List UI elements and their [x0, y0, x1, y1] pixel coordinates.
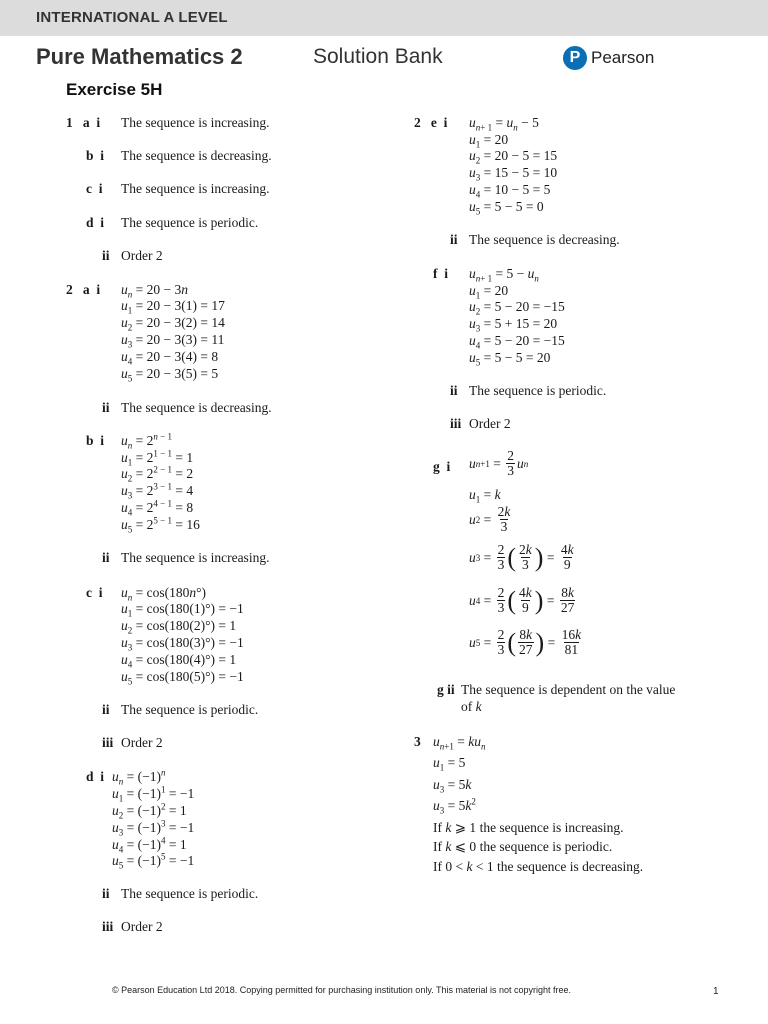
math-line: $u_1 = 20$: [469, 132, 509, 150]
math-line: $u_3 = 2^{3 - 1} = 4$: [121, 481, 194, 501]
math-line: $u_4 = \cos(180(4)^\circ) = 1$: [121, 652, 237, 670]
answer-text: The sequence is decreasing.: [121, 400, 272, 415]
part-label: f i: [433, 266, 448, 281]
math-line: $u_1 = 5$: [433, 755, 466, 773]
math-line: $u_5 = (-1)^5 = -1$: [112, 851, 195, 871]
math-line: $u_2 = 5 - 20 = -15$: [469, 299, 565, 317]
answer-text: The sequence is increasing.: [121, 550, 270, 565]
math-line: $u_2 = 2^{2 - 1} = 2$: [121, 464, 194, 484]
part-label: iii: [102, 735, 114, 750]
math-line: $u_4 = 20 - 3(4) = 8$: [121, 349, 219, 367]
pearson-logo: [563, 45, 654, 71]
part-label: ii: [102, 550, 110, 565]
math-line: $u_4 = 5 - 20 = -15$: [469, 333, 565, 351]
part-label: ii: [102, 248, 110, 263]
question-label: 2 a i: [66, 282, 101, 297]
part-label: iii: [102, 919, 114, 934]
math-line: $u_4 = 10 - 5 = 5$: [469, 182, 551, 200]
math-line: $u_1 = k$: [469, 487, 501, 505]
answer-text: Order 2: [469, 416, 511, 431]
part-label: ii: [450, 383, 458, 398]
answer-text: Order 2: [121, 248, 163, 263]
part-label: ii: [102, 702, 110, 717]
answer-text: If 0 < k < 1 the sequence is decreasing.: [433, 859, 644, 874]
question-label: 3: [414, 734, 421, 749]
math-fraction-line: u 4 = 2 3 ( 4k 9 ) = 8k 27: [469, 585, 575, 615]
part-label: ii: [102, 886, 110, 901]
pearson-wordmark: Pearson: [591, 48, 655, 67]
page-number: 1: [713, 986, 719, 997]
question-label: 1 a i: [66, 115, 101, 130]
math-line: $u_1 = 20$: [469, 283, 509, 301]
part-label: b i: [86, 148, 105, 163]
book-title: Pure Mathematics 2: [36, 44, 243, 69]
part-label: d i: [86, 769, 105, 784]
math-line: $u_5 = 2^{5 - 1} = 16$: [121, 515, 200, 535]
math-line: $u_1 = 2^{1 - 1} = 1$: [121, 448, 194, 468]
math-line: $u_n = 20 - 3n$: [121, 282, 188, 300]
part-label: g i: [433, 459, 451, 474]
math-line: $u_5 = \cos(180(5)^\circ) = -1$: [121, 669, 244, 687]
math-line: $u_3 = 5 + 15 = 20$: [469, 316, 558, 334]
answer-text: The sequence is periodic.: [469, 383, 607, 398]
math-line: $u_3 = 5k^2$: [433, 796, 476, 816]
pearson-p-icon: P: [563, 46, 587, 70]
math-line: $u_2 = \cos(180(2)^\circ) = 1$: [121, 618, 237, 636]
math-fraction-line: u 2 = 2k 3: [469, 504, 511, 534]
answer-text: The sequence is dependent on the value: [461, 682, 676, 697]
qualification-label: INTERNATIONAL A LEVEL: [36, 9, 228, 26]
answer-text: The sequence is increasing.: [121, 181, 270, 196]
part-label: g ii: [437, 682, 455, 697]
math-line: $u_{n+ 1} = 5 - u_n$: [469, 266, 539, 284]
math-line: $u_{n+ 1} = u_n - 5$: [469, 115, 539, 133]
math-line: $u_5 = 5 - 5 = 20$: [469, 350, 551, 368]
math-line: $u_n = (-1)^n$: [112, 767, 166, 787]
answer-text: Order 2: [121, 735, 163, 750]
solution-bank-label: Solution Bank: [313, 45, 443, 68]
answer-text: If k ⩾ 1 the sequence is increasing.: [433, 820, 624, 835]
math-line: $u_1 = (-1)^1 = -1$: [112, 784, 195, 804]
answer-text: The sequence is periodic.: [121, 886, 259, 901]
math-line: $u_{n+1} = ku_n$: [433, 734, 486, 752]
part-label: d i: [86, 215, 105, 230]
math-line: $u_3 = 5k$: [433, 777, 472, 795]
part-label: c i: [86, 585, 103, 600]
math-line: $u_n = 2^{n - 1}$: [121, 431, 172, 451]
math-fraction-line: u 5 = 2 3 ( 8k 27 ) = 16k 81: [469, 627, 582, 657]
part-label: c i: [86, 181, 103, 196]
part-label: ii: [102, 400, 110, 415]
math-line: $u_5 = 5 - 5 = 0$: [469, 199, 544, 217]
math-fraction-line: u 3 = 2 3 ( 2k 3 ) = 4k 9: [469, 542, 574, 572]
math-line: $u_3 = (-1)^3 = -1$: [112, 818, 195, 838]
math-line: $u_2 = (-1)^2 = 1$: [112, 801, 187, 821]
answer-text: of k: [461, 699, 482, 714]
answer-text: The sequence is periodic.: [121, 215, 259, 230]
math-line: $u_4 = (-1)^4 = 1$: [112, 835, 187, 855]
answer-text: The sequence is decreasing.: [121, 148, 272, 163]
math-line: $u_3 = 20 - 3(3) = 11$: [121, 332, 225, 350]
answer-text: The sequence is decreasing.: [469, 232, 620, 247]
question-label: 2 e i: [414, 115, 448, 130]
part-label: iii: [450, 416, 462, 431]
answer-text: The sequence is periodic.: [121, 702, 259, 717]
part-label: ii: [450, 232, 458, 247]
math-line: $u_2 = 20 - 5 = 15$: [469, 148, 558, 166]
answer-text: If k ⩽ 0 the sequence is periodic.: [433, 839, 613, 854]
answer-text: The sequence is increasing.: [121, 115, 270, 130]
copyright-footer: © Pearson Education Ltd 2018. Copying permitted for purchasing institution only. This material is not copyright free.: [112, 985, 572, 995]
math-line: $u_3 = \cos(180(3)^\circ) = -1$: [121, 635, 244, 653]
math-line: $u_1 = \cos(180(1)^\circ) = -1$: [121, 601, 244, 619]
math-fraction-line: u n+1 = 2 3 u n: [469, 448, 529, 478]
math-line: $u_4 = 2^{4 - 1} = 8$: [121, 498, 194, 518]
math-line: $u_1 = 20 - 3(1) = 17$: [121, 298, 225, 316]
math-line: $u_n = \cos(180n^\circ)$: [121, 585, 207, 603]
exercise-title: Exercise 5H: [66, 80, 163, 99]
math-line: $u_5 = 20 - 3(5) = 5$: [121, 366, 219, 384]
part-label: b i: [86, 433, 105, 448]
math-line: $u_2 = 20 - 3(2) = 14$: [121, 315, 225, 333]
math-line: $u_3 = 15 - 5 = 10$: [469, 165, 558, 183]
answer-text: Order 2: [121, 919, 163, 934]
